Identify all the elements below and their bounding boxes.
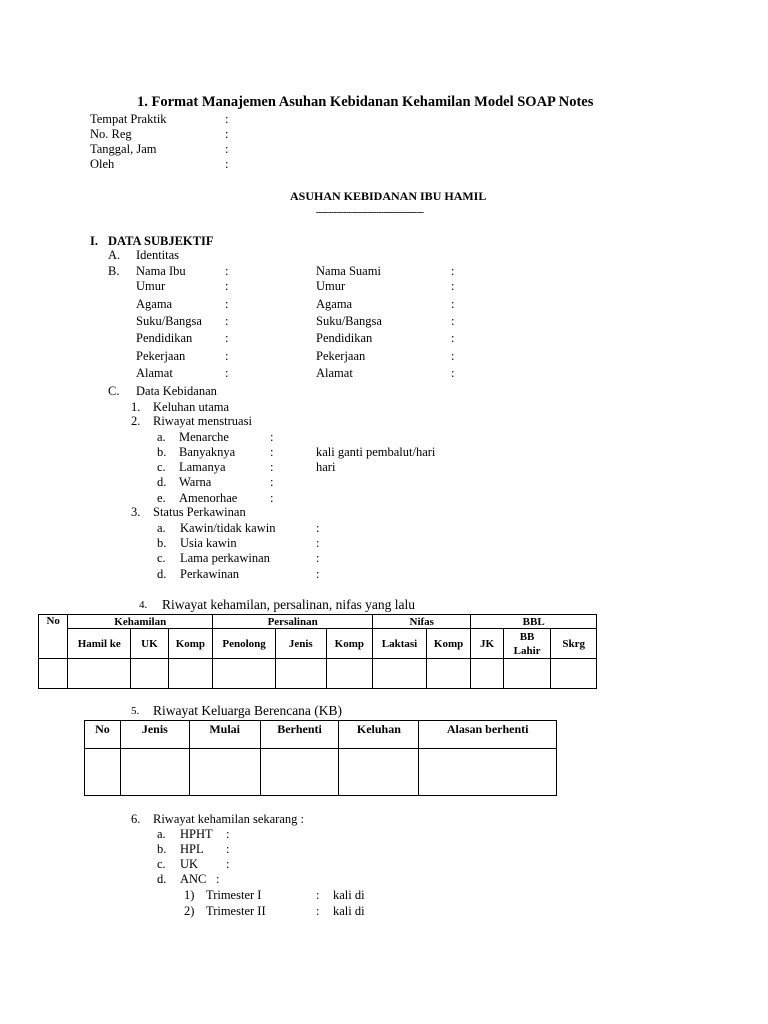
col-skrg: Skrg (551, 629, 597, 659)
col-jenis: Jenis (120, 721, 189, 749)
sub-letter: d. (157, 567, 167, 581)
col-komp: Komp (426, 629, 471, 659)
colon: : (316, 904, 320, 918)
anc-number: 1) (184, 888, 195, 902)
ibu-label: Suku/Bangsa (136, 314, 202, 328)
section-number: I. (90, 234, 98, 248)
sub-letter: a. (157, 827, 166, 841)
ibu-label: Pekerjaan (136, 349, 186, 363)
colon: : (225, 127, 229, 141)
col-komp: Komp (326, 629, 373, 659)
table-header-row (85, 721, 557, 749)
ibu-label: Umur (136, 279, 166, 293)
perkawinan-item: Perkawinan (180, 567, 240, 581)
table-cell (189, 749, 260, 796)
table-cell (120, 749, 189, 796)
table-cell (131, 659, 168, 689)
anc-number: 2) (184, 904, 195, 918)
section-title: DATA SUBJEKTIF (108, 234, 214, 248)
sub-letter: a. (157, 521, 166, 535)
sub-letter: c. (157, 460, 166, 474)
colon: : (451, 331, 455, 345)
col-mulai: Mulai (189, 721, 260, 749)
field-tempat-praktik: Tempat Praktik (90, 112, 167, 126)
menstruasi-item: Menarche (179, 430, 229, 444)
table-cell (260, 749, 339, 796)
table-cell (503, 659, 551, 689)
colon: : (225, 112, 229, 126)
table-cell (213, 659, 276, 689)
col-jk: JK (471, 629, 503, 659)
suami-label: Pekerjaan (316, 349, 366, 363)
suami-label: Suku/Bangsa (316, 314, 382, 328)
colon: : (225, 142, 229, 156)
perkawinan-item: Usia kawin (180, 536, 237, 550)
colon: : (270, 491, 274, 505)
sub-letter: b. (157, 536, 167, 550)
colon: : (270, 445, 274, 459)
identitas-label: Identitas (136, 248, 180, 262)
table-cell (39, 659, 68, 689)
field-no-reg: No. Reg (90, 127, 132, 141)
colon: : (216, 872, 220, 886)
colon: : (316, 536, 320, 550)
colon: : (451, 264, 455, 278)
colon: : (316, 567, 320, 581)
item-number: 5. (131, 705, 140, 717)
perkawinan-item: Kawin/tidak kawin (180, 521, 276, 535)
table-cell (275, 659, 326, 689)
colon: : (316, 521, 320, 535)
data-kebidanan-label: Data Kebidanan (136, 384, 217, 398)
riwayat-menstruasi-label: Riwayat menstruasi (153, 414, 252, 428)
kehamilan-item: ANC (180, 872, 207, 886)
riwayat-kehamilan-lalu-label: Riwayat kehamilan, persalinan, nifas yang lalu (162, 597, 416, 612)
sub-letter: c. (157, 857, 166, 871)
table-header-row (39, 615, 597, 629)
colon: : (451, 349, 455, 363)
menstruasi-value: kali ganti pembalut/hari (316, 445, 436, 459)
group-persalinan: Persalinan (213, 615, 373, 629)
colon: : (451, 279, 455, 293)
sub-letter: c. (157, 551, 166, 565)
table-cell (551, 659, 597, 689)
field-oleh: Oleh (90, 157, 115, 171)
col-bb-lahir: BB Lahir (503, 629, 551, 659)
table-cell (168, 659, 213, 689)
sub-letter: b. (157, 445, 167, 459)
colon: : (270, 430, 274, 444)
item-number: 4. (139, 599, 148, 611)
colon: : (451, 297, 455, 311)
anc-value: kali di (333, 888, 365, 902)
table-cell (373, 659, 427, 689)
colon: : (225, 349, 229, 363)
table-cell (419, 749, 557, 796)
menstruasi-item: Amenorhae (179, 491, 238, 505)
col-no: No (85, 721, 121, 749)
status-perkawinan-label: Status Perkawinan (153, 505, 246, 519)
riwayat-kb-label: Riwayat Keluarga Berencana (KB) (153, 703, 343, 718)
colon: : (225, 264, 229, 278)
colon: : (316, 888, 320, 902)
sub-letter: a. (157, 430, 166, 444)
anc-item: Trimester II (206, 904, 266, 918)
table-subheader-row (39, 629, 597, 659)
sub-letter: d. (157, 872, 167, 886)
colon: : (225, 314, 229, 328)
colon: : (225, 157, 229, 171)
colon: : (225, 366, 229, 380)
colon: : (226, 857, 230, 871)
col-laktasi: Laktasi (373, 629, 427, 659)
table-cell (85, 749, 121, 796)
anc-value: kali di (333, 904, 365, 918)
colon: : (226, 827, 230, 841)
subtitle: ASUHAN KEBIDANAN IBU HAMIL (290, 189, 487, 203)
subtitle-rule: ------------------------------------------- (316, 207, 424, 217)
col-penolong: Penolong (213, 629, 276, 659)
suami-label: Pendidikan (316, 331, 373, 345)
suami-label: Agama (316, 297, 353, 311)
letter-b: B. (108, 264, 120, 278)
page-title: 1. Format Manajemen Asuhan Kebidanan Kehamilan Model SOAP Notes (137, 94, 594, 110)
colon: : (451, 366, 455, 380)
table-row (39, 659, 597, 689)
colon: : (451, 314, 455, 328)
col-berhenti: Berhenti (260, 721, 339, 749)
group-bbl: BBL (471, 615, 597, 629)
suami-label: Umur (316, 279, 346, 293)
item-number: 6. (131, 812, 141, 826)
menstruasi-item: Warna (179, 475, 212, 489)
table-row (85, 749, 557, 796)
group-kehamilan: Kehamilan (68, 615, 213, 629)
menstruasi-item: Banyaknya (179, 445, 236, 459)
sub-letter: d. (157, 475, 167, 489)
colon: : (225, 297, 229, 311)
item-number: 2. (131, 414, 141, 428)
col-hamil-ke: Hamil ke (68, 629, 131, 659)
col-jenis: Jenis (275, 629, 326, 659)
table-cell (339, 749, 419, 796)
colon: : (226, 842, 230, 856)
field-tanggal-jam: Tanggal, Jam (90, 142, 157, 156)
col-no: No (39, 615, 68, 659)
ibu-label: Agama (136, 297, 173, 311)
ibu-label: Alamat (136, 366, 173, 380)
table-cell (426, 659, 471, 689)
letter-a: A. (108, 248, 121, 262)
riwayat-kehamilan-table (38, 614, 597, 689)
kehamilan-item: HPL (180, 842, 204, 856)
table-cell (68, 659, 131, 689)
colon: : (225, 279, 229, 293)
table-cell (471, 659, 503, 689)
colon: : (316, 551, 320, 565)
kehamilan-item: UK (180, 857, 199, 871)
suami-label: Alamat (316, 366, 353, 380)
sub-letter: e. (157, 491, 166, 505)
col-keluhan: Keluhan (339, 721, 419, 749)
kehamilan-item: HPHT (180, 827, 213, 841)
col-uk: UK (131, 629, 168, 659)
item-number: 1. (131, 400, 141, 414)
menstruasi-value: hari (316, 460, 336, 474)
colon: : (270, 475, 274, 489)
suami-label: Nama Suami (316, 264, 381, 278)
item-number: 3. (131, 505, 141, 519)
table-cell (326, 659, 373, 689)
riwayat-kb-table (84, 720, 557, 796)
group-nifas: Nifas (373, 615, 471, 629)
col-komp: Komp (168, 629, 213, 659)
menstruasi-item: Lamanya (179, 460, 226, 474)
colon: : (225, 331, 229, 345)
ibu-label: Nama Ibu (136, 264, 186, 278)
colon: : (270, 460, 274, 474)
sub-letter: b. (157, 842, 167, 856)
anc-item: Trimester I (206, 888, 262, 902)
perkawinan-item: Lama perkawinan (180, 551, 270, 565)
letter-c: C. (108, 384, 120, 398)
keluhan-utama-label: Keluhan utama (153, 400, 230, 414)
ibu-label: Pendidikan (136, 331, 193, 345)
col-alasan-berhenti: Alasan berhenti (419, 721, 557, 749)
riwayat-kehamilan-sekarang-label: Riwayat kehamilan sekarang : (153, 812, 304, 826)
